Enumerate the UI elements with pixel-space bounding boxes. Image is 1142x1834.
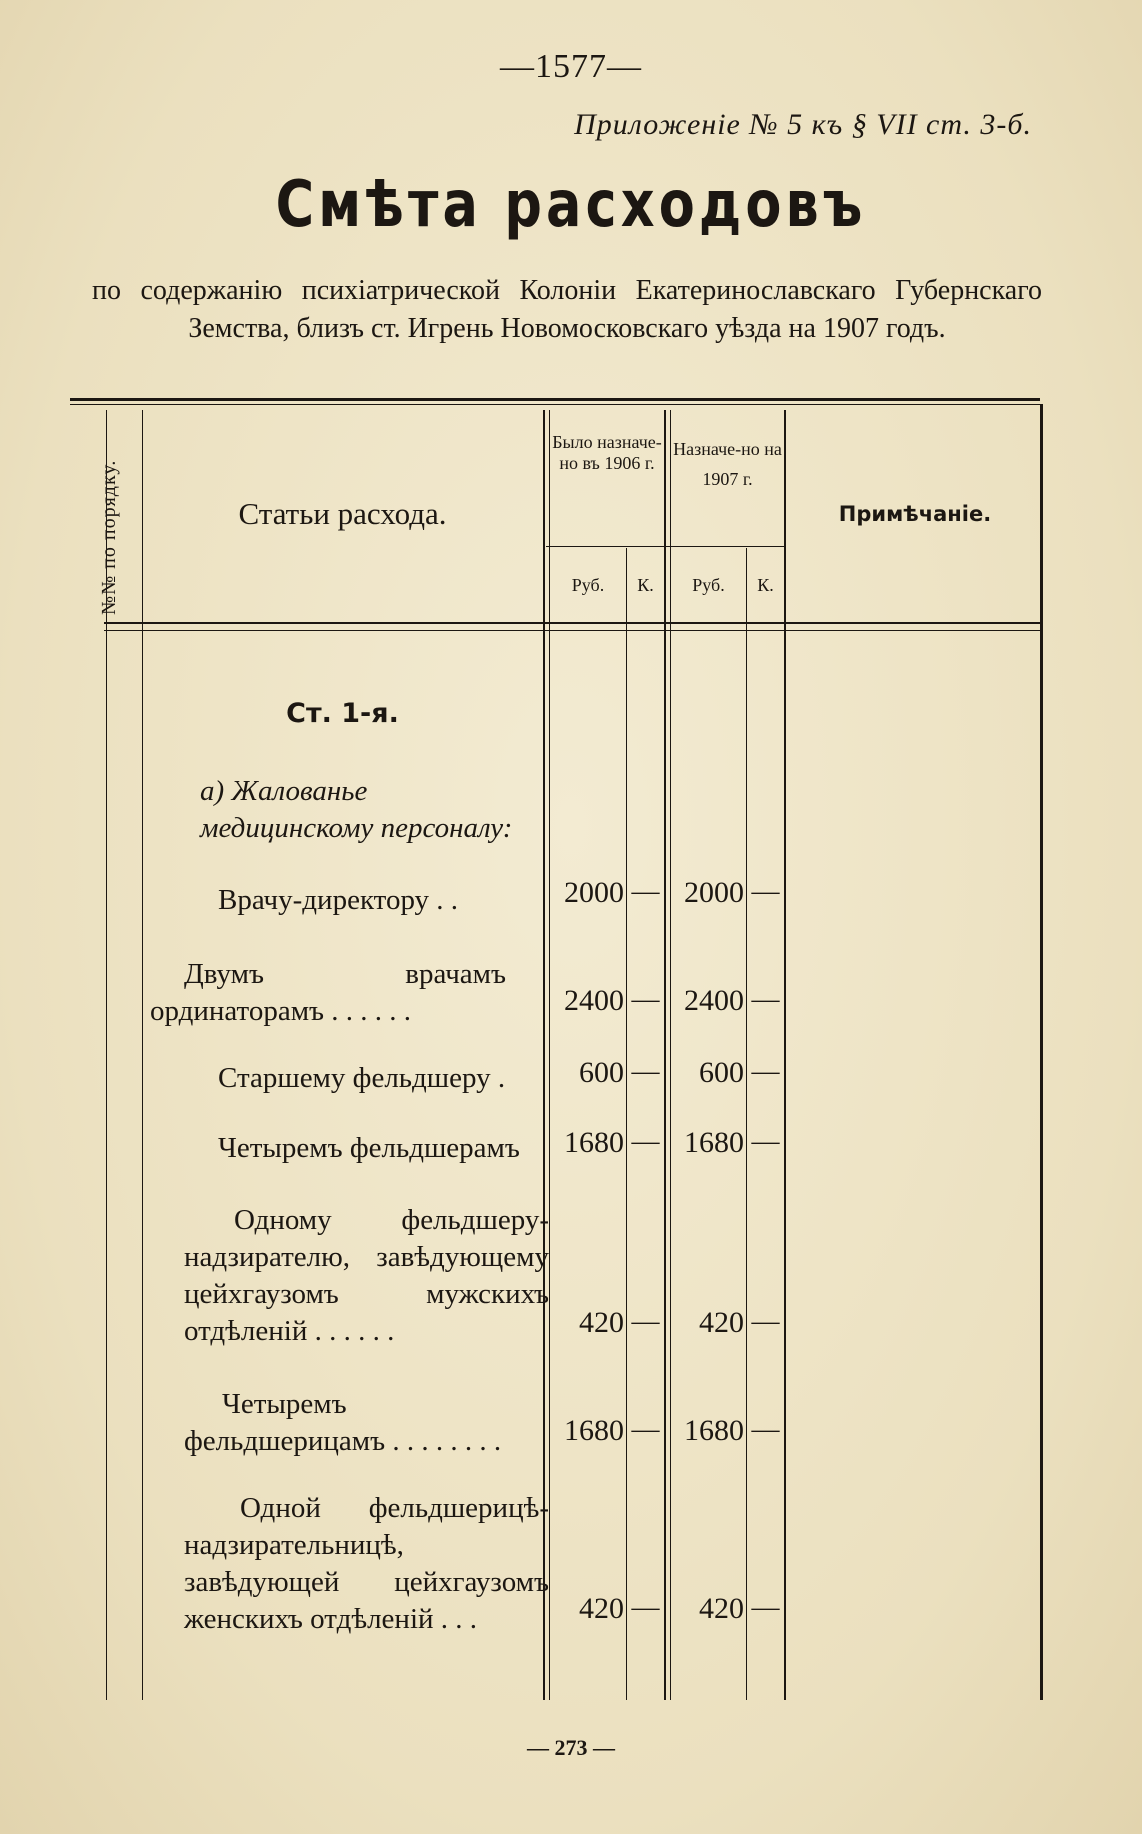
row-label: Четыремъ фельдшерамъ	[218, 1132, 520, 1164]
document-title: Смѣта расходовъ	[275, 168, 867, 242]
row-value-1907: 1680	[684, 1126, 744, 1159]
row-label: Двумъ врачамъ ординаторамъ . . . . . .	[150, 958, 506, 1027]
page-number-bottom: — 273 —	[527, 1735, 615, 1760]
row-kop-1907: —	[751, 1592, 780, 1623]
row-label: Одному фельдшеру-надзирателю, завѣдующему цейхгаузомъ мужскихъ отдѣленій . . . . . .	[184, 1204, 549, 1347]
column-rule-items	[142, 410, 143, 1700]
row-kop-1906: —	[631, 1414, 660, 1445]
row-value-1906: 1680	[564, 1126, 624, 1159]
row-value-1907: 1680	[684, 1414, 744, 1447]
row-kop-1907: —	[751, 1126, 780, 1157]
row-value-1906: 420	[579, 1592, 624, 1625]
section-heading: Ст. 1-я.	[286, 698, 399, 729]
row-kop-1907: —	[751, 1414, 780, 1445]
header-bottom-rule	[104, 622, 1040, 624]
subheader-rub-1906: Руб.	[571, 575, 605, 595]
row-value-1906: 420	[579, 1306, 624, 1339]
appendix-reference: Приложеніе № 5 къ § VII ст. 3-б.	[574, 108, 1032, 141]
column-rule-1907-kop	[746, 548, 747, 1700]
row-label: Старшему фельдшеру .	[218, 1062, 506, 1094]
row-kop-1907: —	[751, 1306, 780, 1337]
column-rule-1907-left	[664, 410, 666, 1700]
page-number-top: —1577—	[500, 48, 642, 85]
row-kop-1906: —	[631, 1306, 660, 1337]
column-header-notes: Примѣчаніе.	[838, 502, 992, 526]
table-right-rule	[1040, 404, 1043, 1700]
row-kop-1907: —	[751, 876, 780, 907]
row-value-1906: 2400	[564, 984, 624, 1017]
column-rule-1907-left-thin	[670, 410, 671, 1700]
column-rule-notes-left	[784, 410, 786, 1700]
row-value-1907: 420	[699, 1592, 744, 1625]
column-header-items: Статьи расхода.	[238, 496, 447, 531]
column-header-1907: Назначе-но на 1907 г.	[673, 439, 782, 489]
row-value-1906: 1680	[564, 1414, 624, 1447]
row-value-1907: 600	[699, 1056, 744, 1089]
row-label: Четыремъ фельдшерицамъ . . . . . . . .	[184, 1388, 502, 1457]
row-value-1907: 2000	[684, 876, 744, 909]
row-kop-1906: —	[631, 1126, 660, 1157]
column-header-number: №№ по порядку.	[98, 459, 120, 615]
table-top-rule-thin	[70, 404, 1040, 405]
row-kop-1907: —	[751, 1056, 780, 1087]
column-rule-1906-kop	[626, 548, 627, 1700]
header-bottom-rule-thin	[104, 630, 1040, 631]
row-kop-1907: —	[751, 984, 780, 1015]
column-rule-1906-left-thin	[549, 410, 550, 1700]
currency-subheader-rule	[546, 546, 786, 547]
row-kop-1906: —	[631, 984, 660, 1015]
table-top-rule	[70, 398, 1040, 401]
subheader-kop-1906: К.	[637, 575, 654, 595]
subheader-kop-1907: К.	[757, 575, 774, 595]
row-value-1907: 420	[699, 1306, 744, 1339]
row-label: Одной фельдшерицѣ-надзирательницѣ, завѣдующей цейхгаузомъ женскихъ отдѣленій . . .	[184, 1492, 549, 1635]
row-label: Врачу-директору . .	[218, 884, 459, 916]
row-kop-1906: —	[631, 876, 660, 907]
row-kop-1906: —	[631, 1056, 660, 1087]
document-subtitle: по содержанію психіатрической Колоніи Екатеринославскаго Губернскаго Земства, близъ ст. Игрень Новомосковскаго уѣзда на 1907 годъ.	[92, 275, 1042, 344]
row-kop-1906: —	[631, 1592, 660, 1623]
row-value-1906: 600	[579, 1056, 624, 1089]
row-value-1906: 2000	[564, 876, 624, 909]
subheader-rub-1907: Руб.	[692, 575, 725, 595]
row-value-1907: 2400	[684, 984, 744, 1017]
subsection-heading: а) Жалованье медицинскому персоналу:	[200, 775, 513, 844]
column-header-1906: Было назначе-но въ 1906 г.	[552, 432, 662, 473]
